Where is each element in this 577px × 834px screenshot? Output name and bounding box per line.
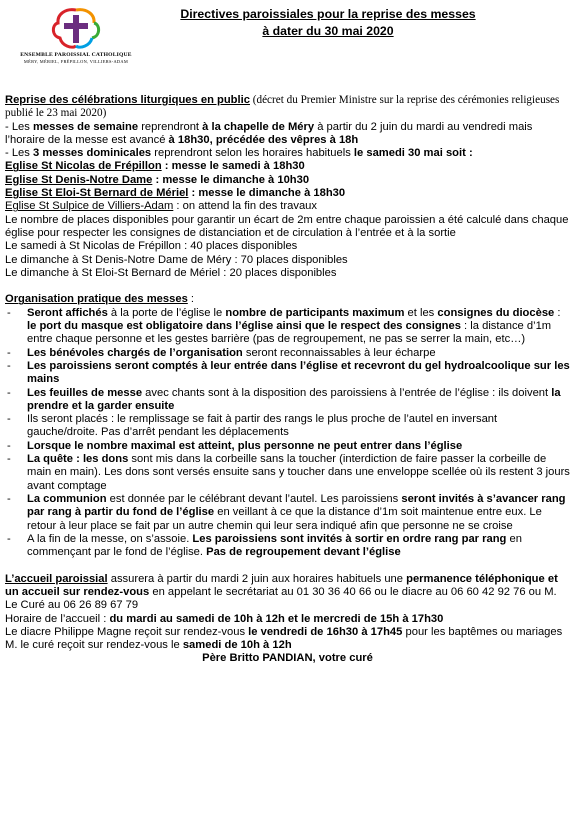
accueil-hours xyxy=(5,613,570,626)
text-run: : xyxy=(554,306,561,319)
organisation-title xyxy=(5,293,570,306)
text-run: - Les xyxy=(5,120,33,133)
deacon-appointments xyxy=(5,626,570,639)
places-line: Le dimanche à St Eloi-St Bernard de Mériel : 20 places disponibles xyxy=(5,266,337,279)
logo-subtitle: MÉRY, MÉRIEL, FRÉPILLON, VILLIERS-ADAM xyxy=(23,59,129,64)
church-schedule xyxy=(5,187,570,200)
text-run: à la porte de l’église le xyxy=(107,306,226,319)
text-run: Ils seront placés : le remplissage se fait à partir des rangs le plus proche de l’autel en inversant gauche/droite. Pas d’arrêt pendant les déplacements xyxy=(27,413,498,439)
text-run: Les paroissiens sont invités à sortir en ordre rang par rang xyxy=(192,532,507,545)
text-run: le samedi 30 mai soit : xyxy=(353,147,473,160)
text-run: 3 messes dominicales xyxy=(32,147,152,160)
mass-time: messe le samedi à 18h30 xyxy=(171,160,305,173)
list-item xyxy=(5,347,570,360)
text-run: reprendront selon les horaires habituels xyxy=(151,147,354,160)
text-run: La communion xyxy=(27,492,107,505)
places-line: Le dimanche à St Denis-Notre Dame de Méry : 70 places disponibles xyxy=(5,253,348,266)
text-run: en veillant à ce que la distance d’1m soit maintenue entre eux. Le retour à leur place se fait par un autre chemin qui leur sera indiqué afin que personne ne se croise xyxy=(27,506,542,532)
text-run: le vendredi de 16h30 à 17h45 xyxy=(248,625,403,638)
logo-name: ENSEMBLE PAROISSIAL CATHOLIQUE xyxy=(20,52,132,58)
title-line-1: Directives paroissiales pour la reprise des messes xyxy=(180,7,476,21)
list-item xyxy=(5,493,570,533)
church-name: Eglise St Eloi-St Bernard de Mériel xyxy=(5,187,189,200)
title-line-2: à dater du 30 mai 2020 xyxy=(262,24,394,38)
text-run: sont mis dans la corbeille sans la toucher (interdiction de faire passer la corbeille de main en main). Les dons sont versés ensuite sans y toucher dans une enveloppe scellée où ils restent 3 jours avant comptage xyxy=(27,453,570,492)
list-item xyxy=(5,453,570,493)
parish-logo xyxy=(6,6,146,72)
priest-appointments xyxy=(5,639,570,652)
text-run: la prendre et la garder ensuite xyxy=(27,386,561,412)
text-run: Pas de regroupement devant l’église xyxy=(206,546,401,559)
places-explanation: Le nombre de places disponibles pour garantir un écart de 2m entre chaque paroissien a été calculé dans chaque église pour respecter les consignes de distanciation et de circulation à l’entrée et à la sortie xyxy=(5,213,569,239)
text-run: à 18h30, précédée des vêpres à 18h xyxy=(168,133,359,146)
reprise-heading: Reprise des célébrations liturgiques en public xyxy=(5,94,250,106)
church-schedule-list xyxy=(5,160,570,213)
text-run: et les xyxy=(404,306,438,319)
document-body xyxy=(5,94,570,666)
text-run: en appelant le secrétariat au 01 30 36 40 66 ou le diacre au 06 60 42 92 76 ou M. Le Curé au 06 26 89 67 79 xyxy=(5,585,557,612)
text-run: Les bénévoles chargés de l’organisation xyxy=(27,346,243,359)
text-run: Horaire de l’accueil : xyxy=(5,612,110,625)
document-title xyxy=(178,6,478,40)
text-run: Seront affichés xyxy=(27,306,108,319)
mass-time: on attend la fin des travaux xyxy=(182,200,317,213)
church-schedule xyxy=(5,160,570,173)
text-run: L’accueil paroissial xyxy=(5,572,108,585)
text-run: est donnée par le célébrant devant l’autel. Les paroissiens xyxy=(106,492,402,505)
text-run: seront invités à s’avancer rang par rang à partir du fond de l’église xyxy=(27,492,566,519)
list-item xyxy=(5,533,570,560)
list-item xyxy=(5,440,570,453)
text-run: à la chapelle de Méry xyxy=(202,120,315,133)
text-run: consignes du diocèse xyxy=(437,306,555,319)
text-run: seront reconnaissables à leur écharpe xyxy=(242,346,436,359)
organisation-heading: Organisation pratique des messes xyxy=(5,293,188,306)
list-item xyxy=(5,360,570,387)
text-run: Lorsque le nombre maximal est atteint, plus personne ne peut entrer dans l’église xyxy=(27,439,463,452)
text-run: le port du masque est obligatoire dans l’église ainsi que le respect des consignes xyxy=(27,320,461,333)
church-name: Eglise St Denis-Notre Dame xyxy=(5,173,153,186)
text-run: : xyxy=(188,187,199,200)
text-run: - Les xyxy=(5,147,33,160)
list-item xyxy=(5,387,570,414)
text-run: à partir du 2 juin du mardi au vendredi mais l’horaire de la messe est avancé xyxy=(5,120,533,146)
list-item xyxy=(5,307,570,347)
text-run: Les paroissiens seront comptés à leur entrée dans l’église et recevront du gel hydroalcoolique sur les mains xyxy=(27,359,570,386)
places-line: Le samedi à St Nicolas de Frépillon : 40 places disponibles xyxy=(5,240,298,253)
church-name: Eglise St Sulpice de Villiers-Adam xyxy=(5,200,174,213)
text-run: reprendront xyxy=(138,120,203,133)
organisation-list xyxy=(5,307,570,560)
weekday-masses xyxy=(5,121,570,148)
accueil-paragraph xyxy=(5,573,570,613)
decree-reference: (décret du Premier Ministre sur la reprise des cérémonies religieuses publié le 23 mai 2020) xyxy=(5,94,560,120)
places-list xyxy=(5,240,570,280)
text-run: : xyxy=(173,200,183,213)
text-run: en commençant par le fond de l’église. xyxy=(27,532,522,559)
signature: Père Britto PANDIAN, votre curé xyxy=(202,652,373,665)
text-run: messes de semaine xyxy=(32,120,139,133)
text-run: nombre de participants maximum xyxy=(225,306,405,319)
text-run: du mardi au samedi de 10h à 12h et le mercredi de 15h à 17h30 xyxy=(109,612,444,625)
text-run: M. le curé reçoit sur rendez-vous le xyxy=(5,639,183,652)
text-run: La quête : les dons xyxy=(27,453,129,466)
text-run: assurera à partir du mardi 2 juin aux horaires habituels une xyxy=(107,572,407,585)
church-schedule xyxy=(5,174,570,187)
text-run: : la distance d’1m entre chaque personne et les gestes barrière (pas de regroupement, ne pas se serrer la main, etc…) xyxy=(27,320,552,346)
parish-cross-icon xyxy=(48,6,104,52)
list-item xyxy=(5,413,570,440)
text-run: pour les baptêmes ou mariages xyxy=(402,625,563,638)
reprise-intro xyxy=(5,94,570,121)
text-run: : xyxy=(187,293,195,306)
sunday-masses xyxy=(5,147,570,160)
text-run: Les feuilles de messe xyxy=(27,386,143,399)
church-name: Eglise St Nicolas de Frépillon xyxy=(5,160,162,173)
mass-time: messe le dimanche à 10h30 xyxy=(162,173,310,186)
text-run: samedi de 10h à 12h xyxy=(182,639,292,652)
text-run: : xyxy=(152,173,163,186)
church-schedule xyxy=(5,200,570,213)
text-run: permanence téléphonique et un accueil sur rendez-vous xyxy=(5,572,558,598)
text-run: avec chants sont à la disposition des paroissiens à l’entrée de l’église : ils doivent xyxy=(142,386,552,399)
text-run: A la fin de la messe, on s’assoie. xyxy=(27,532,193,545)
text-run: : xyxy=(161,160,172,173)
mass-time: messe le dimanche à 18h30 xyxy=(198,187,346,200)
text-run: Le diacre Philippe Magne reçoit sur rendez-vous xyxy=(5,625,249,638)
